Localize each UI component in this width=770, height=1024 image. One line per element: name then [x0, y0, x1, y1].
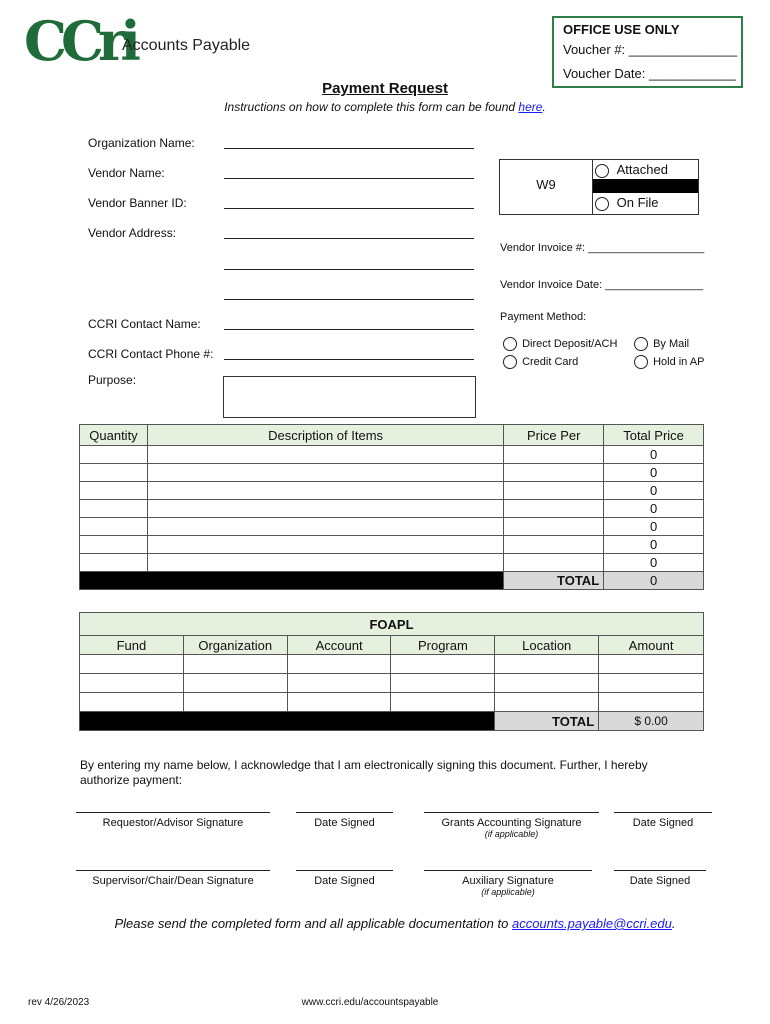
total-price-cell: 0 [604, 554, 704, 572]
price-per-cell[interactable] [504, 518, 604, 536]
table-row [80, 693, 704, 712]
organization-cell[interactable] [183, 655, 287, 674]
vendor-address-line-3[interactable] [224, 299, 474, 300]
purpose-field[interactable] [223, 376, 476, 418]
w9-attached-label: Attached [616, 162, 668, 177]
fund-header: Fund [80, 636, 184, 655]
description-cell[interactable] [147, 464, 503, 482]
account-cell[interactable] [287, 655, 391, 674]
hold-in-ap-label: Hold in AP [653, 355, 705, 368]
date-signed-label-2: Date Signed [632, 817, 694, 829]
office-use-title: OFFICE USE ONLY [563, 22, 680, 37]
account-header: Account [287, 636, 391, 655]
auxiliary-signature-line[interactable] [424, 870, 592, 897]
description-cell[interactable] [147, 446, 503, 464]
amount-cell[interactable] [599, 674, 704, 693]
price-per-header: Price Per [504, 425, 604, 446]
auxiliary-signature-label: Auxiliary Signature [462, 875, 554, 887]
vendor-address-label: Vendor Address: [88, 226, 177, 240]
quantity-header: Quantity [80, 425, 148, 446]
w9-divider-bar [593, 179, 698, 193]
department-label: Accounts Payable [122, 37, 251, 54]
direct-deposit-radio[interactable] [503, 337, 517, 351]
date-signed-label-4: Date Signed [629, 875, 691, 887]
supervisor-signature-label: Supervisor/Chair/Dean Signature [92, 875, 254, 887]
total-price-cell: 0 [604, 482, 704, 500]
program-cell[interactable] [391, 655, 495, 674]
price-per-cell[interactable] [504, 536, 604, 554]
requestor-signature-label: Requestor/Advisor Signature [102, 817, 244, 829]
quantity-cell[interactable] [80, 536, 148, 554]
date-signed-line-2[interactable] [614, 812, 712, 829]
total-price-cell: 0 [604, 500, 704, 518]
date-signed-line-4[interactable] [614, 870, 706, 887]
table-row [80, 518, 704, 536]
requestor-signature-line[interactable] [76, 812, 270, 829]
fund-cell[interactable] [80, 674, 184, 693]
ccri-logo: CCri [24, 9, 135, 73]
price-per-cell[interactable] [504, 446, 604, 464]
direct-deposit-option[interactable] [503, 337, 617, 351]
program-header: Program [391, 636, 495, 655]
revision-date: rev 4/26/2023 [28, 997, 90, 1008]
footer-website: www.ccri.edu/accountspayable [301, 997, 439, 1008]
location-cell[interactable] [495, 693, 599, 712]
description-cell[interactable] [147, 500, 503, 518]
account-cell[interactable] [287, 674, 391, 693]
contact-phone-label: CCRI Contact Phone #: [88, 347, 214, 361]
foapl-header-row [80, 636, 704, 655]
table-row [80, 500, 704, 518]
vendor-address-line-1[interactable] [224, 238, 474, 239]
total-price-cell: 0 [604, 536, 704, 554]
items-total-label: TOTAL [504, 572, 604, 590]
grants-signature-line[interactable] [424, 812, 599, 839]
date-signed-line-1[interactable] [296, 812, 393, 829]
items-total-value: 0 [604, 572, 704, 590]
by-mail-label: By Mail [653, 337, 690, 350]
foapl-table [79, 612, 704, 731]
w9-label-cell [500, 160, 593, 214]
vendor-invoice-number[interactable]: Vendor Invoice #: ___________________ [500, 242, 705, 254]
grants-signature-label: Grants Accounting Signature [441, 817, 582, 829]
amount-header: Amount [599, 636, 704, 655]
amount-cell[interactable] [599, 655, 704, 674]
w9-box [499, 159, 699, 215]
table-row [80, 674, 704, 693]
voucher-date: Voucher Date: ____________ [563, 66, 736, 81]
foapl-title-row [80, 613, 704, 636]
location-cell[interactable] [495, 674, 599, 693]
items-total-blank [80, 572, 504, 590]
purpose-label: Purpose: [88, 373, 137, 387]
contact-name-field[interactable] [224, 329, 474, 330]
page-title: Payment Request [322, 80, 448, 97]
quantity-cell[interactable] [80, 518, 148, 536]
table-row [80, 482, 704, 500]
payment-method-label: Payment Method: [500, 311, 587, 323]
credit-card-option[interactable] [503, 355, 578, 369]
vendor-address-line-2[interactable] [224, 269, 474, 270]
direct-deposit-label: Direct Deposit/ACH [522, 337, 618, 350]
hold-in-ap-radio[interactable] [634, 355, 648, 369]
vendor-invoice-date[interactable]: Vendor Invoice Date: ________________ [500, 279, 704, 291]
quantity-cell[interactable] [80, 446, 148, 464]
w9-label: W9 [536, 177, 556, 192]
price-per-cell[interactable] [504, 554, 604, 572]
account-cell[interactable] [287, 693, 391, 712]
organization-header: Organization [183, 636, 287, 655]
voucher-number: Voucher #: _______________ [563, 42, 738, 57]
items-table [79, 424, 704, 590]
foapl-total-row [80, 712, 704, 731]
quantity-cell[interactable] [80, 482, 148, 500]
table-row [80, 464, 704, 482]
fund-cell[interactable] [80, 693, 184, 712]
organization-cell[interactable] [183, 693, 287, 712]
price-per-cell[interactable] [504, 464, 604, 482]
office-use-box [552, 16, 743, 88]
contact-phone-field[interactable] [224, 359, 474, 360]
date-signed-line-3[interactable] [296, 870, 393, 887]
organization-cell[interactable] [183, 674, 287, 693]
instructions-link[interactable]: here [518, 100, 543, 114]
w9-on-file-radio[interactable] [595, 197, 609, 211]
vendor-name-field[interactable] [224, 178, 474, 179]
description-cell[interactable] [147, 536, 503, 554]
quantity-cell[interactable] [80, 554, 148, 572]
w9-on-file-option[interactable] [595, 195, 659, 211]
description-cell[interactable] [147, 518, 503, 536]
by-mail-option[interactable] [634, 337, 689, 351]
foapl-total-label: TOTAL [495, 712, 599, 731]
price-per-cell[interactable] [504, 482, 604, 500]
supervisor-signature-line[interactable] [76, 870, 270, 887]
organization-name-label: Organization Name: [88, 136, 195, 150]
price-per-cell[interactable] [504, 500, 604, 518]
quantity-cell[interactable] [80, 464, 148, 482]
auxiliary-signature-note: (if applicable) [481, 887, 535, 897]
fund-cell[interactable] [80, 655, 184, 674]
table-row [80, 536, 704, 554]
accounts-payable-email-link[interactable]: accounts.payable@ccri.edu [511, 916, 672, 931]
send-note-text: Please send the completed form and all applicable documentation to [114, 916, 512, 931]
vendor-name-label: Vendor Name: [88, 166, 165, 180]
w9-attached-option[interactable] [595, 162, 668, 178]
acknowledgement-text: By entering my name below, I acknowledge that I am electronically signing this document. Further, I hereby authorize payment: [80, 758, 648, 787]
w9-attached-radio[interactable] [595, 164, 609, 178]
date-signed-label-1: Date Signed [314, 817, 375, 829]
description-cell[interactable] [147, 482, 503, 500]
credit-card-radio[interactable] [503, 355, 517, 369]
table-row [80, 554, 704, 572]
location-header: Location [495, 636, 599, 655]
total-price-cell: 0 [604, 518, 704, 536]
foapl-title: FOAPL [80, 613, 704, 636]
quantity-cell[interactable] [80, 500, 148, 518]
instructions-text: Instructions on how to complete this form can be found [224, 100, 519, 114]
hold-in-ap-option[interactable] [634, 355, 704, 369]
by-mail-radio[interactable] [634, 337, 648, 351]
table-row [80, 655, 704, 674]
vendor-banner-id-label: Vendor Banner ID: [88, 196, 187, 210]
foapl-total-blank [80, 712, 495, 731]
program-cell[interactable] [391, 674, 495, 693]
date-signed-label-3: Date Signed [314, 875, 375, 887]
credit-card-label: Credit Card [522, 355, 579, 368]
grants-signature-note: (if applicable) [484, 829, 539, 839]
location-cell[interactable] [495, 655, 599, 674]
vendor-banner-id-field[interactable] [224, 208, 474, 209]
total-price-header: Total Price [604, 425, 704, 446]
contact-name-label: CCRI Contact Name: [88, 317, 201, 331]
instructions-suffix: . [542, 100, 546, 114]
amount-cell[interactable] [599, 693, 704, 712]
description-header: Description of Items [147, 425, 503, 446]
total-price-cell: 0 [604, 464, 704, 482]
table-row [80, 446, 704, 464]
instructions [0, 100, 770, 114]
description-cell[interactable] [147, 554, 503, 572]
send-note-suffix: . [671, 916, 676, 931]
send-note [0, 916, 770, 931]
program-cell[interactable] [391, 693, 495, 712]
w9-on-file-label: On File [616, 195, 659, 210]
items-header-row [80, 425, 704, 446]
organization-name-field[interactable] [224, 148, 474, 149]
foapl-total-value: $ 0.00 [599, 712, 704, 731]
total-price-cell: 0 [604, 446, 704, 464]
items-total-row [80, 572, 704, 590]
